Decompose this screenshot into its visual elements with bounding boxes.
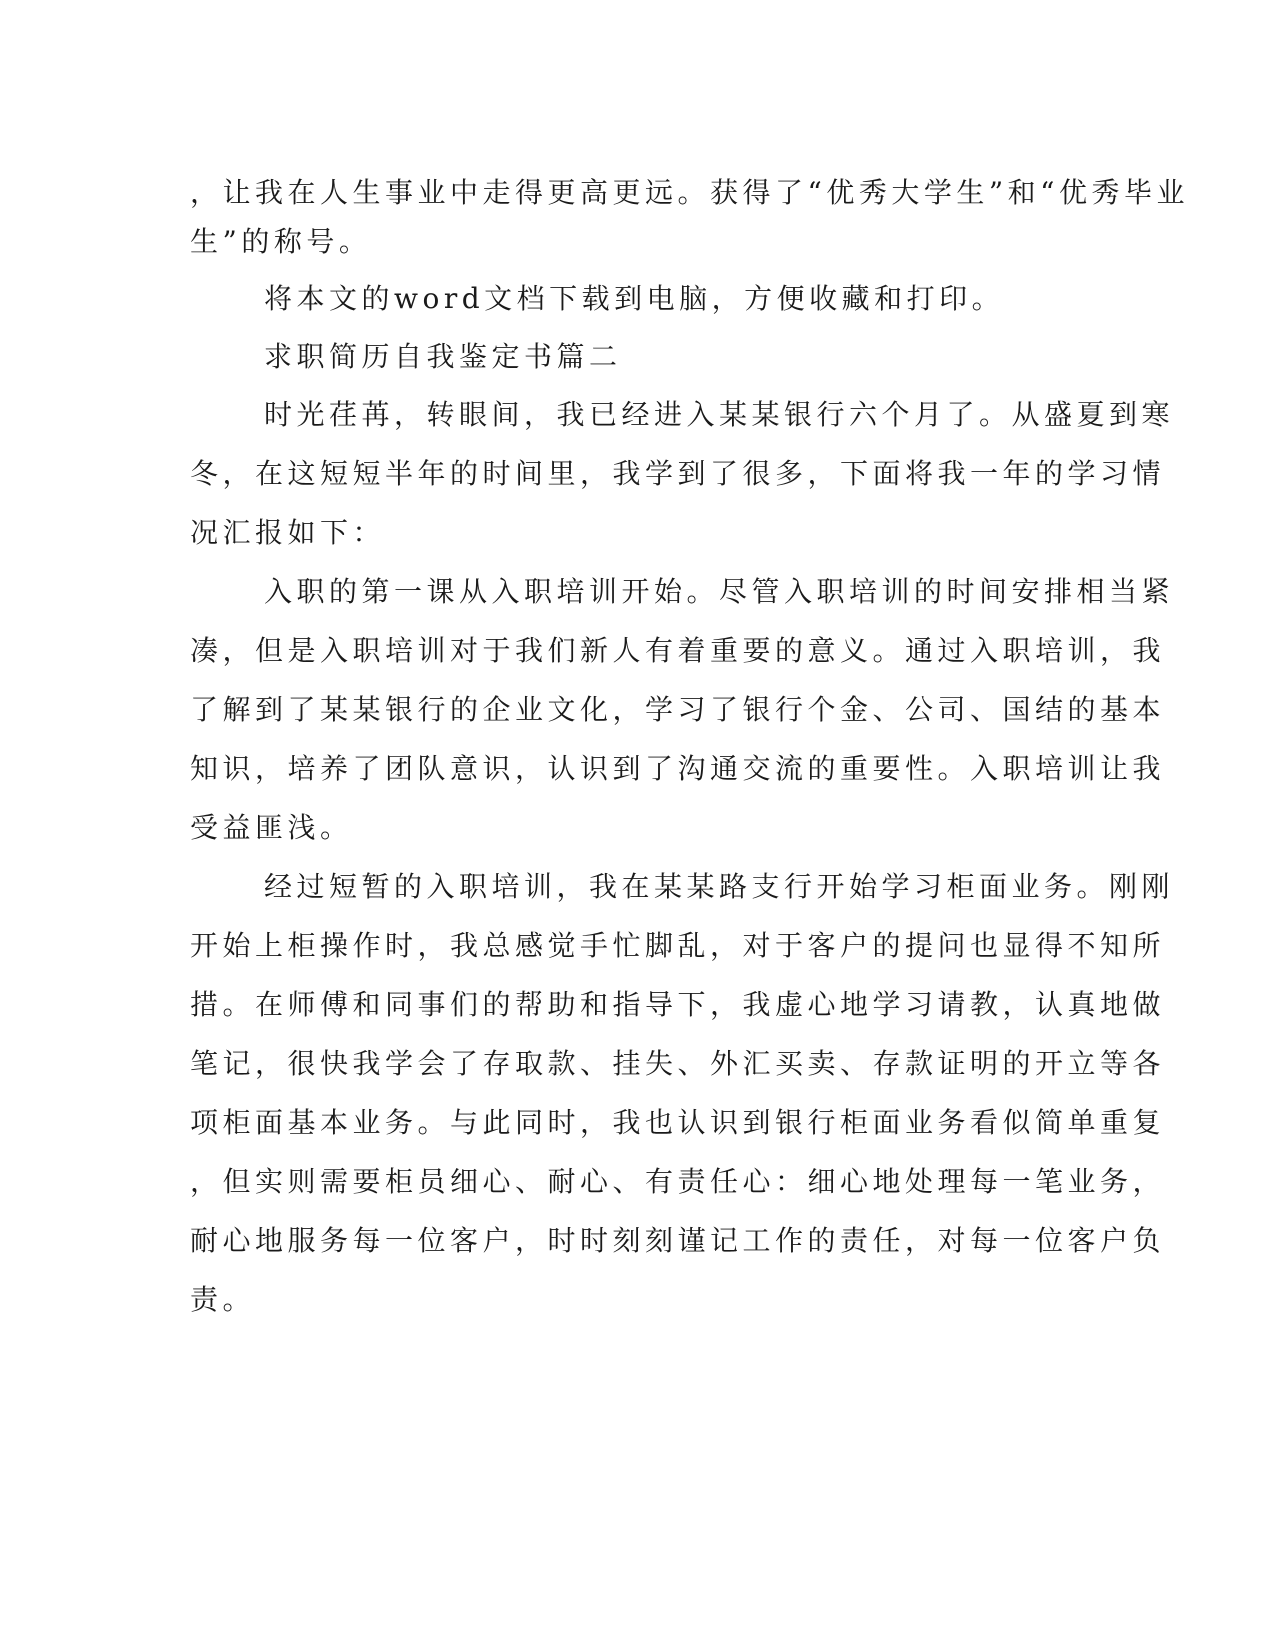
text-line: 措。在师傅和同事们的帮助和指导下，我虚心地学习请教，认真地做	[190, 988, 1166, 1021]
text-line: 将本文的word文档下载到电脑，方便收藏和打印。	[264, 282, 1005, 315]
text-line: ，但实则需要柜员细心、耐心、有责任心：细心地处理每一笔业务，	[190, 1165, 1166, 1198]
text-line: 况汇报如下：	[190, 516, 386, 549]
text-line: 责。	[190, 1283, 256, 1316]
text-line: ，让我在人生事业中走得更高更远。获得了“优秀大学生”和“优秀毕业	[190, 176, 1189, 209]
text-line: 开始上柜操作时，我总感觉手忙脚乱，对于客户的提问也显得不知所	[190, 929, 1166, 962]
text-line: 凑，但是入职培训对于我们新人有着重要的意义。通过入职培训，我	[190, 634, 1166, 667]
text-line: 项柜面基本业务。与此同时，我也认识到银行柜面业务看似简单重复	[190, 1106, 1166, 1139]
text-line: 笔记，很快我学会了存取款、挂失、外汇买卖、存款证明的开立等各	[190, 1047, 1166, 1080]
section-heading: 求职简历自我鉴定书篇二	[264, 340, 622, 373]
text-line: 经过短暂的入职培训，我在某某路支行开始学习柜面业务。刚刚	[264, 870, 1175, 903]
text-line: 受益匪浅。	[190, 811, 353, 844]
text-line: 生”的称号。	[190, 225, 372, 258]
text-line: 冬，在这短短半年的时间里，我学到了很多，下面将我一年的学习情	[190, 457, 1166, 490]
text-line: 入职的第一课从入职培训开始。尽管入职培训的时间安排相当紧	[264, 575, 1175, 608]
text-line: 了解到了某某银行的企业文化，学习了银行个金、公司、国结的基本	[190, 693, 1166, 726]
text-line: 时光荏苒，转眼间，我已经进入某某银行六个月了。从盛夏到寒	[264, 398, 1175, 431]
text-line: 耐心地服务每一位客户，时时刻刻谨记工作的责任，对每一位客户负	[190, 1224, 1166, 1257]
text-line: 知识，培养了团队意识，认识到了沟通交流的重要性。入职培训让我	[190, 752, 1166, 785]
